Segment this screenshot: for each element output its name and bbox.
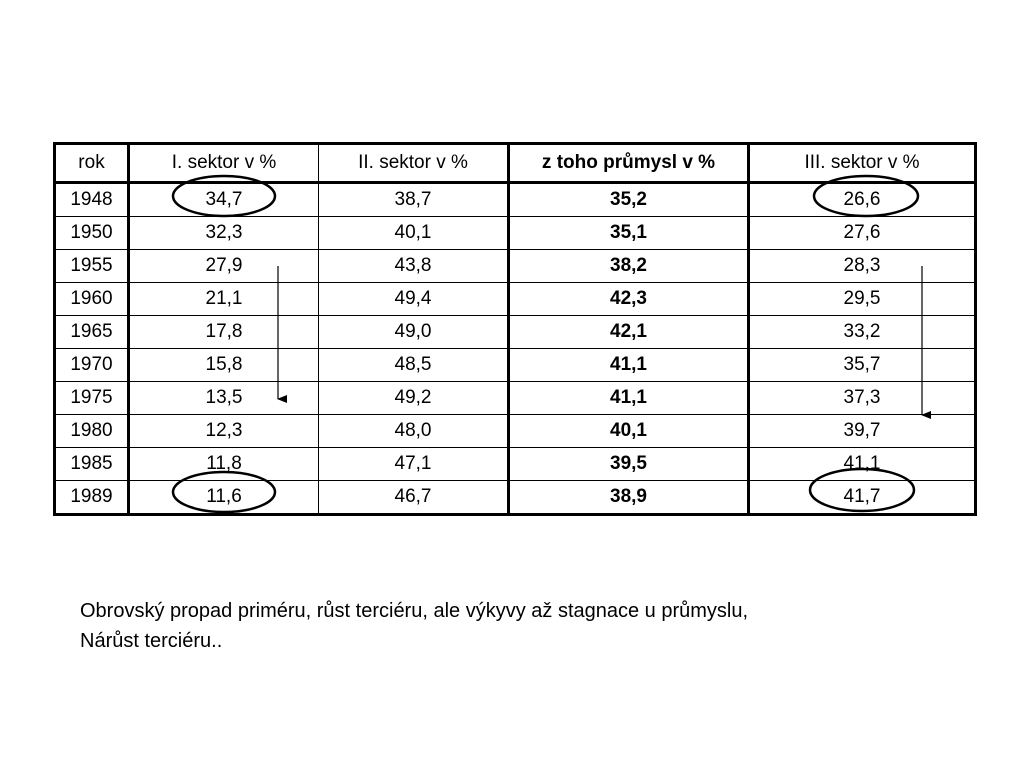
header-industry: z toho průmysl v % — [509, 144, 749, 183]
cell-sector-2: 47,1 — [319, 448, 509, 481]
table-row — [55, 448, 976, 481]
cell-sector-1: 27,9 — [129, 250, 319, 283]
cell-industry: 35,1 — [509, 217, 749, 250]
cell-industry: 42,3 — [509, 283, 749, 316]
cell-year: 1985 — [55, 448, 129, 481]
cell-industry: 41,1 — [509, 349, 749, 382]
cell-sector-1: 15,8 — [129, 349, 319, 382]
table-row — [55, 183, 976, 217]
cell-sector-3: 39,7 — [749, 415, 976, 448]
cell-industry: 40,1 — [509, 415, 749, 448]
table-row — [55, 349, 976, 382]
header-sector-3: III. sektor v % — [749, 144, 976, 183]
cell-sector-3: 26,6 — [749, 183, 976, 217]
cell-sector-2: 49,0 — [319, 316, 509, 349]
cell-sector-2: 49,4 — [319, 283, 509, 316]
cell-year: 1955 — [55, 250, 129, 283]
table-header-row — [55, 144, 976, 183]
caption-line-1: Obrovský propad priméru, růst terciéru, ale výkyvy až stagnace u průmyslu, — [80, 600, 749, 622]
cell-sector-2: 43,8 — [319, 250, 509, 283]
table-body — [55, 183, 976, 515]
cell-year: 1950 — [55, 217, 129, 250]
cell-sector-1: 13,5 — [129, 382, 319, 415]
header-sector-2: II. sektor v % — [319, 144, 509, 183]
cell-industry: 38,2 — [509, 250, 749, 283]
cell-year: 1989 — [55, 481, 129, 515]
cell-industry: 38,9 — [509, 481, 749, 515]
cell-sector-2: 40,1 — [319, 217, 509, 250]
cell-sector-3: 35,7 — [749, 349, 976, 382]
header-sector-1: I. sektor v % — [129, 144, 319, 183]
cell-sector-2: 49,2 — [319, 382, 509, 415]
cell-sector-1: 11,8 — [129, 448, 319, 481]
cell-sector-1: 11,6 — [129, 481, 319, 515]
cell-sector-1: 34,7 — [129, 183, 319, 217]
cell-sector-3: 27,6 — [749, 217, 976, 250]
cell-year: 1980 — [55, 415, 129, 448]
cell-sector-2: 48,5 — [319, 349, 509, 382]
cell-sector-3: 29,5 — [749, 283, 976, 316]
summary-caption — [80, 596, 748, 656]
cell-sector-1: 21,1 — [129, 283, 319, 316]
table-row — [55, 415, 976, 448]
table-row — [55, 316, 976, 349]
cell-year: 1965 — [55, 316, 129, 349]
cell-industry: 41,1 — [509, 382, 749, 415]
table-row — [55, 481, 976, 515]
table-row — [55, 250, 976, 283]
cell-sector-1: 12,3 — [129, 415, 319, 448]
cell-sector-2: 48,0 — [319, 415, 509, 448]
cell-industry: 42,1 — [509, 316, 749, 349]
cell-sector-3: 28,3 — [749, 250, 976, 283]
cell-sector-3: 33,2 — [749, 316, 976, 349]
cell-sector-3: 41,1 — [749, 448, 976, 481]
table-row — [55, 283, 976, 316]
header-year: rok — [55, 144, 129, 183]
cell-sector-3: 41,7 — [749, 481, 976, 515]
cell-year: 1975 — [55, 382, 129, 415]
cell-sector-1: 17,8 — [129, 316, 319, 349]
cell-year: 1948 — [55, 183, 129, 217]
caption-line-2: Nárůst terciéru.. — [80, 630, 223, 652]
cell-sector-1: 32,3 — [129, 217, 319, 250]
cell-industry: 39,5 — [509, 448, 749, 481]
cell-sector-3: 37,3 — [749, 382, 976, 415]
table-row — [55, 217, 976, 250]
cell-industry: 35,2 — [509, 183, 749, 217]
table-row — [55, 382, 976, 415]
cell-year: 1970 — [55, 349, 129, 382]
sector-share-table — [53, 142, 977, 516]
cell-sector-2: 38,7 — [319, 183, 509, 217]
cell-sector-2: 46,7 — [319, 481, 509, 515]
cell-year: 1960 — [55, 283, 129, 316]
